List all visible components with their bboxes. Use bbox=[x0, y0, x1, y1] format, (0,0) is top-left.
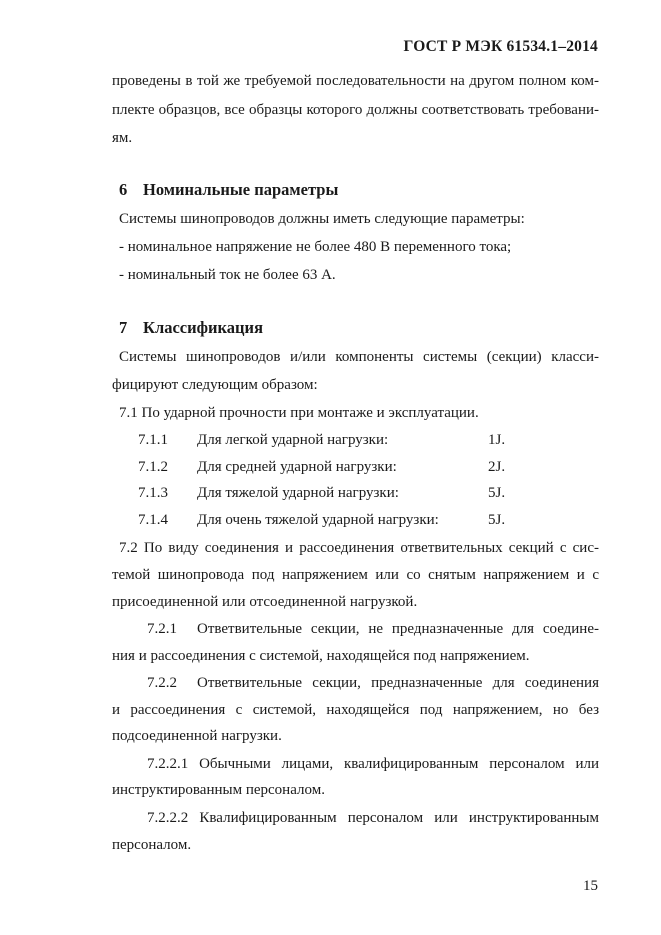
section-6-line-3: - номинальный ток не более 63 А. bbox=[119, 267, 336, 283]
section-6-heading bbox=[119, 180, 338, 200]
item-7-2-2-line-1: Ответвительные секции, предназначенные для соединения bbox=[197, 675, 599, 691]
item-7-2-2-1-line-2: инструктированным персоналом. bbox=[112, 782, 325, 798]
page-number: 15 bbox=[583, 878, 598, 894]
item-7-1-4-code: 7.1.4 bbox=[138, 512, 168, 528]
standard-header: ГОСТ Р МЭК 61534.1–2014 bbox=[403, 38, 598, 55]
item-7-2-1-line-1: Ответвительные секции, не предназначенные для соедине- bbox=[197, 621, 599, 637]
intro-line-1: проведены в той же требуемой последовательности на другом полном ком- bbox=[112, 73, 599, 89]
item-7-2-2-2-line-2: персоналом. bbox=[112, 837, 192, 853]
subsection-7-2-line-1: 7.2 По виду соединения и рассоединения ответвительных секций с сис- bbox=[119, 540, 599, 556]
item-7-2-2-line-3: подсоединенной нагрузки. bbox=[112, 728, 282, 744]
item-7-1-3-text: Для тяжелой ударной нагрузки: bbox=[197, 485, 399, 501]
subsection-7-2-line-3: присоединенной или отсоединенной нагрузкой. bbox=[112, 594, 418, 610]
subsection-7-1: 7.1 По ударной прочности при монтаже и эксплуатации. bbox=[119, 405, 479, 421]
section-6-title: Номинальные параметры bbox=[143, 180, 339, 199]
section-6-line-1: Системы шинопроводов должны иметь следующие параметры: bbox=[119, 211, 525, 227]
section-6-number: 6 bbox=[119, 180, 128, 199]
item-7-1-1-value: 1J. bbox=[488, 432, 506, 448]
section-7-heading bbox=[119, 318, 263, 338]
item-7-2-1-line-2: ния и рассоединения с системой, находящейся под напряжением. bbox=[112, 648, 530, 664]
item-7-1-3-value: 5J. bbox=[488, 485, 506, 501]
section-7-number: 7 bbox=[119, 318, 128, 337]
item-7-2-1-code: 7.2.1 bbox=[147, 621, 177, 637]
item-7-1-2-text: Для средней ударной нагрузки: bbox=[197, 459, 397, 475]
item-7-2-2-2-line-1: 7.2.2.2 Квалифицированным персоналом или инструктированным bbox=[147, 810, 599, 826]
section-7-intro-line-2: фицируют следующим образом: bbox=[112, 377, 318, 393]
item-7-1-4-value: 5J. bbox=[488, 512, 506, 528]
item-7-2-2-line-2: и рассоединения с системой, находящейся под напряжением, но без bbox=[112, 702, 599, 718]
subsection-7-2-line-2: темой шинопровода под напряжением или со снятым напряжением и с bbox=[112, 567, 599, 583]
section-6-line-2: - номинальное напряжение не более 480 В переменного тока; bbox=[119, 239, 512, 255]
item-7-1-1-code: 7.1.1 bbox=[138, 432, 168, 448]
intro-line-2: плекте образцов, все образцы которого должны соответствовать требовани- bbox=[112, 102, 599, 118]
item-7-1-2-value: 2J. bbox=[488, 459, 506, 475]
item-7-1-2-code: 7.1.2 bbox=[138, 459, 168, 475]
item-7-1-4-text: Для очень тяжелой ударной нагрузки: bbox=[197, 512, 439, 528]
section-7-intro-line-1: Системы шинопроводов и/или компоненты системы (секции) класси- bbox=[119, 349, 599, 365]
intro-line-3: ям. bbox=[112, 130, 133, 146]
item-7-2-2-code: 7.2.2 bbox=[147, 675, 177, 691]
item-7-2-2-1-line-1: 7.2.2.1 Обычными лицами, квалифицированным персоналом или bbox=[147, 756, 599, 772]
item-7-1-1-text: Для легкой ударной нагрузки: bbox=[197, 432, 389, 448]
section-7-title: Классификация bbox=[143, 318, 263, 337]
item-7-1-3-code: 7.1.3 bbox=[138, 485, 168, 501]
